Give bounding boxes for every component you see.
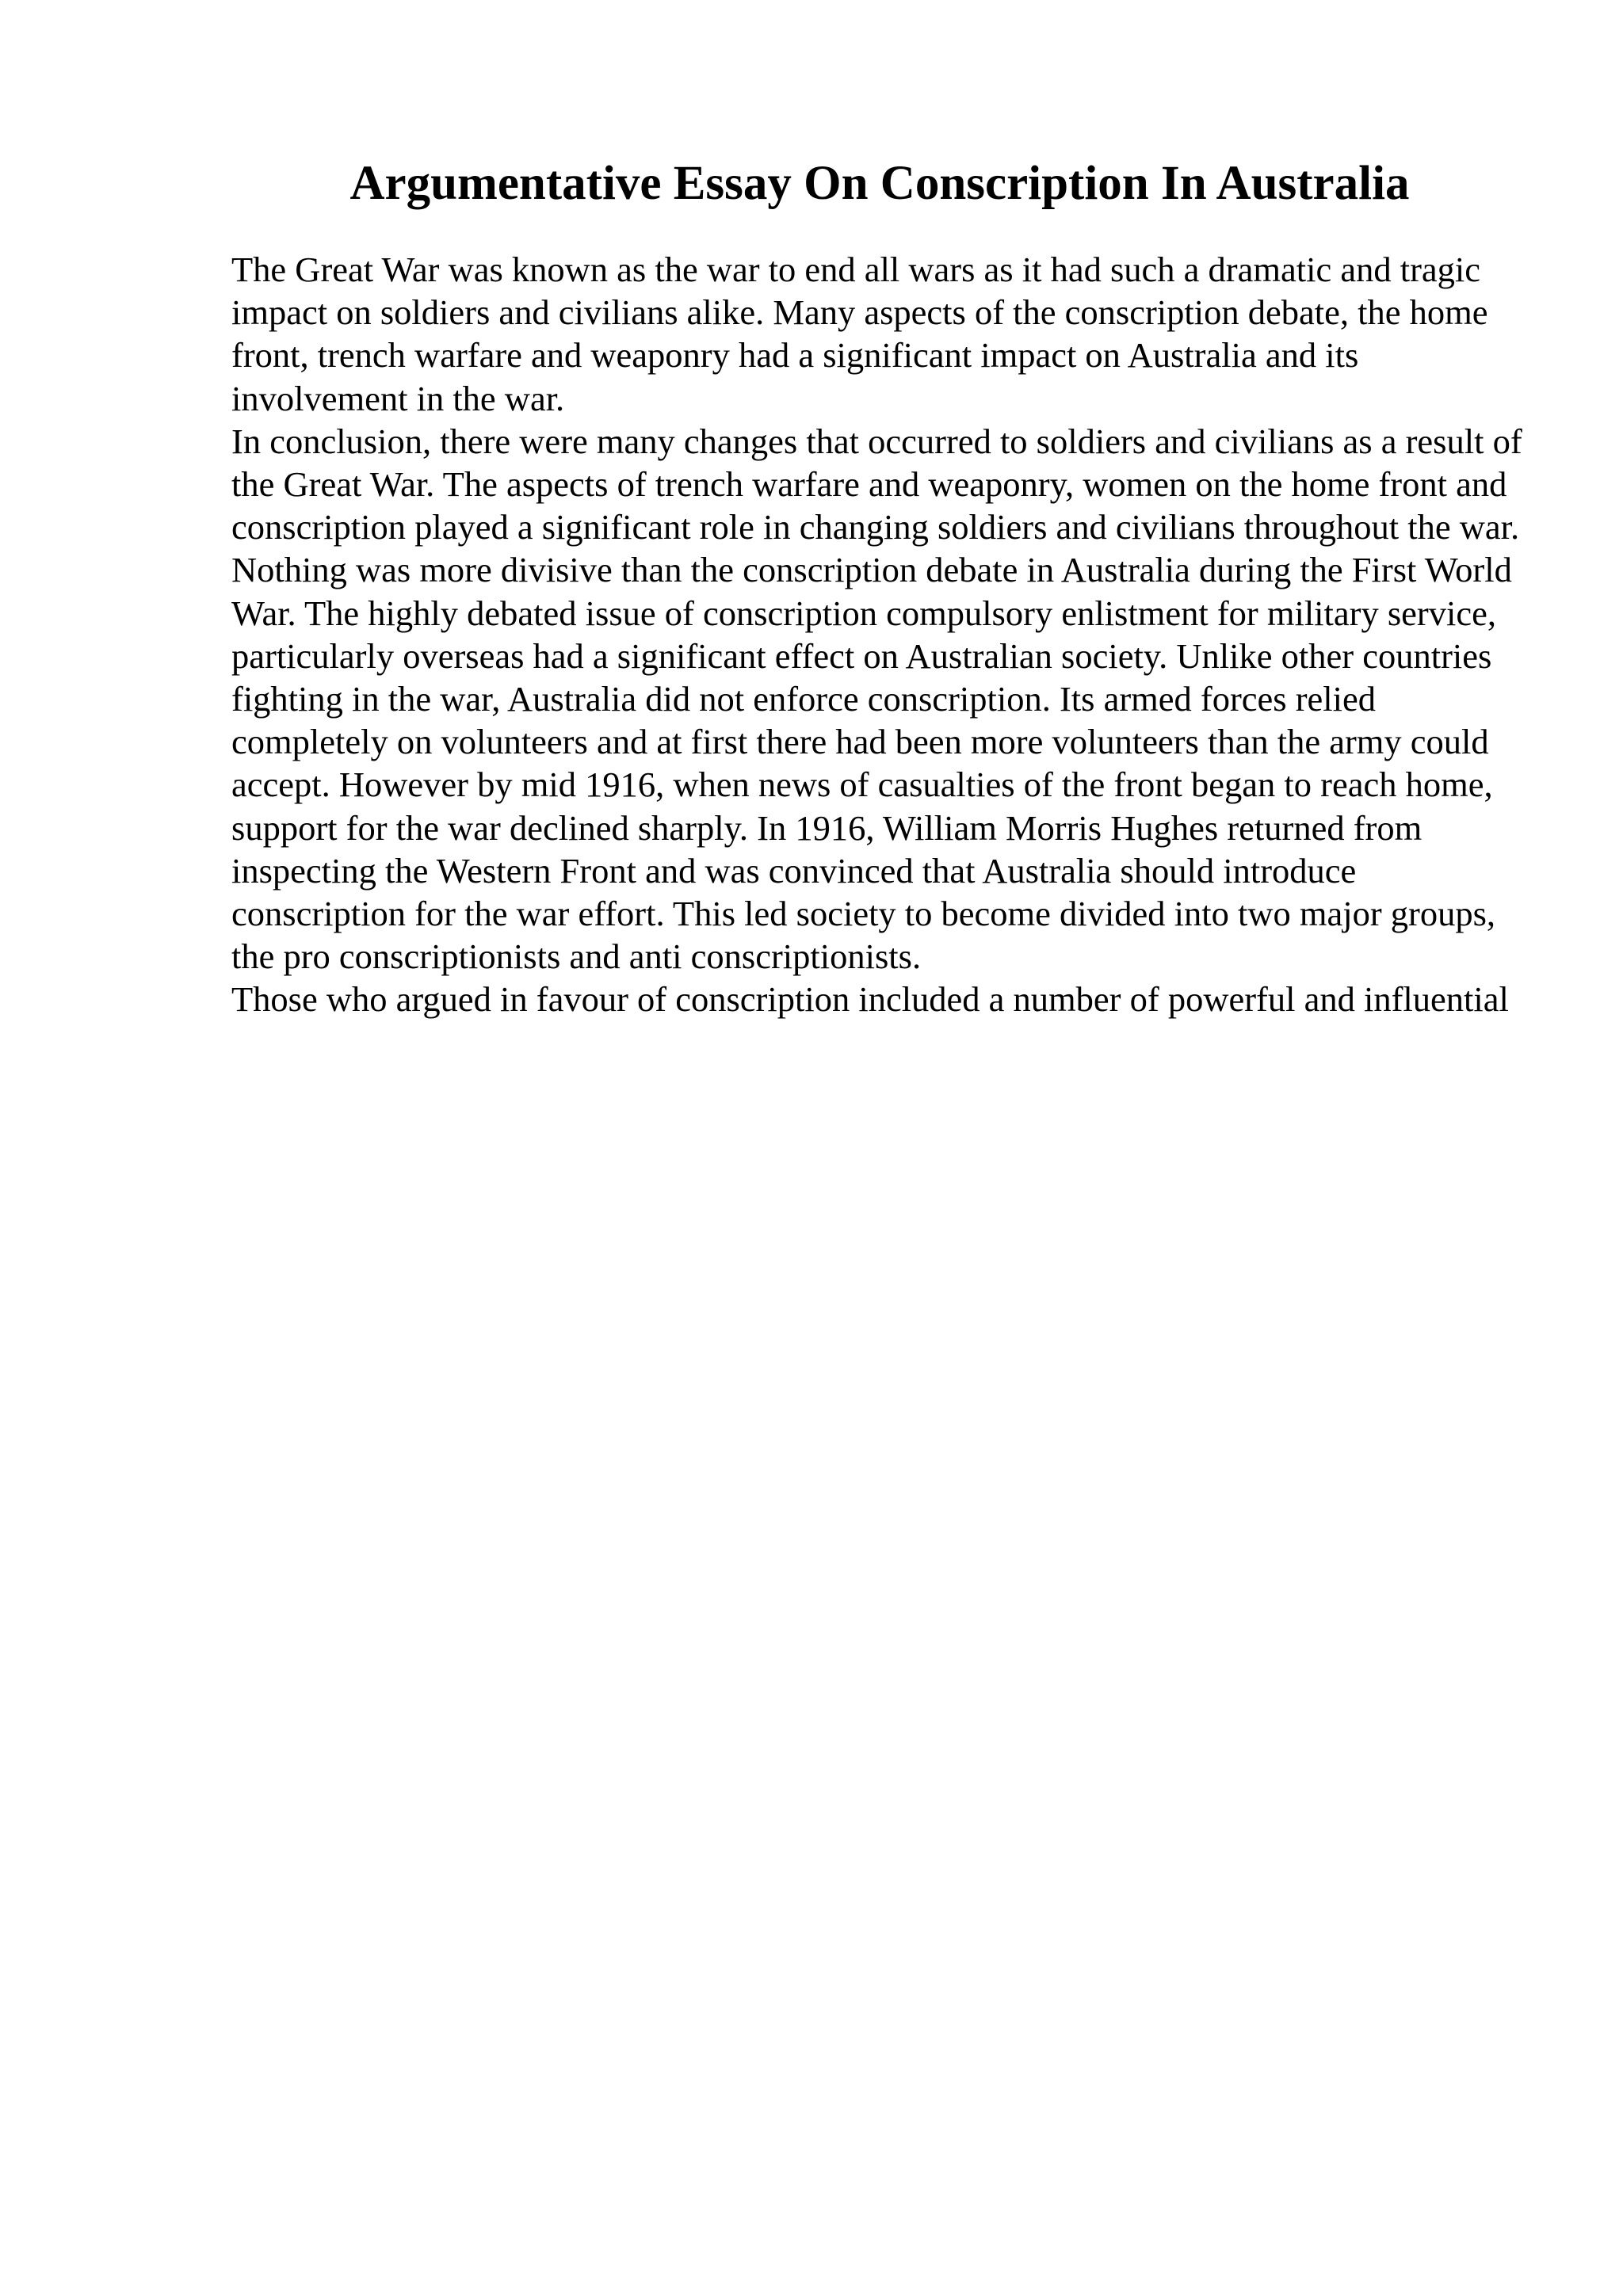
paragraph-conclusion: In conclusion, there were many changes that occurred to soldiers and civilians as a result of the Great War. The aspects of trench warfare and weaponry, women on the home front and conscription played a significant role in changing soldiers and civilians throughout the war. [231, 421, 1522, 547]
paragraph-introduction: The Great War was known as the war to end all wars as it had such a dramatic and tragic impact on soldiers and civilians alike. Many aspects of the conscription debate, the home front, trench warfare and weaponry had a significant impact on Australia and its involvement in the war. [231, 250, 1488, 418]
paragraph-pro-conscription: Those who argued in favour of conscription included a number of powerful and influential [231, 979, 1509, 1020]
paragraph-conscription-debate: Nothing was more divisive than the conscription debate in Australia during the First World War. The highly debated issue of conscription compulsory enlistment for military service, particularly overseas had a significant effect on Australian society. Unlike other countries fighting in the war, Australia did not enforce conscription. Its armed forces relied completely on volunteers and at first there had been more volunteers than the army could accept. However by mid 1916, when news of casualties of the front began to reach home, support for the war declined sharply. In 1916, William Morris Hughes returned from inspecting the Western Front and was convinced that Australia should introduce conscription for the war effort. This led society to become divided into two major groups, the pro conscriptionists and anti conscriptionists. [231, 550, 1512, 977]
document-title: Argumentative Essay On Conscription In Australia [349, 157, 1410, 210]
document-body [231, 248, 1531, 1021]
